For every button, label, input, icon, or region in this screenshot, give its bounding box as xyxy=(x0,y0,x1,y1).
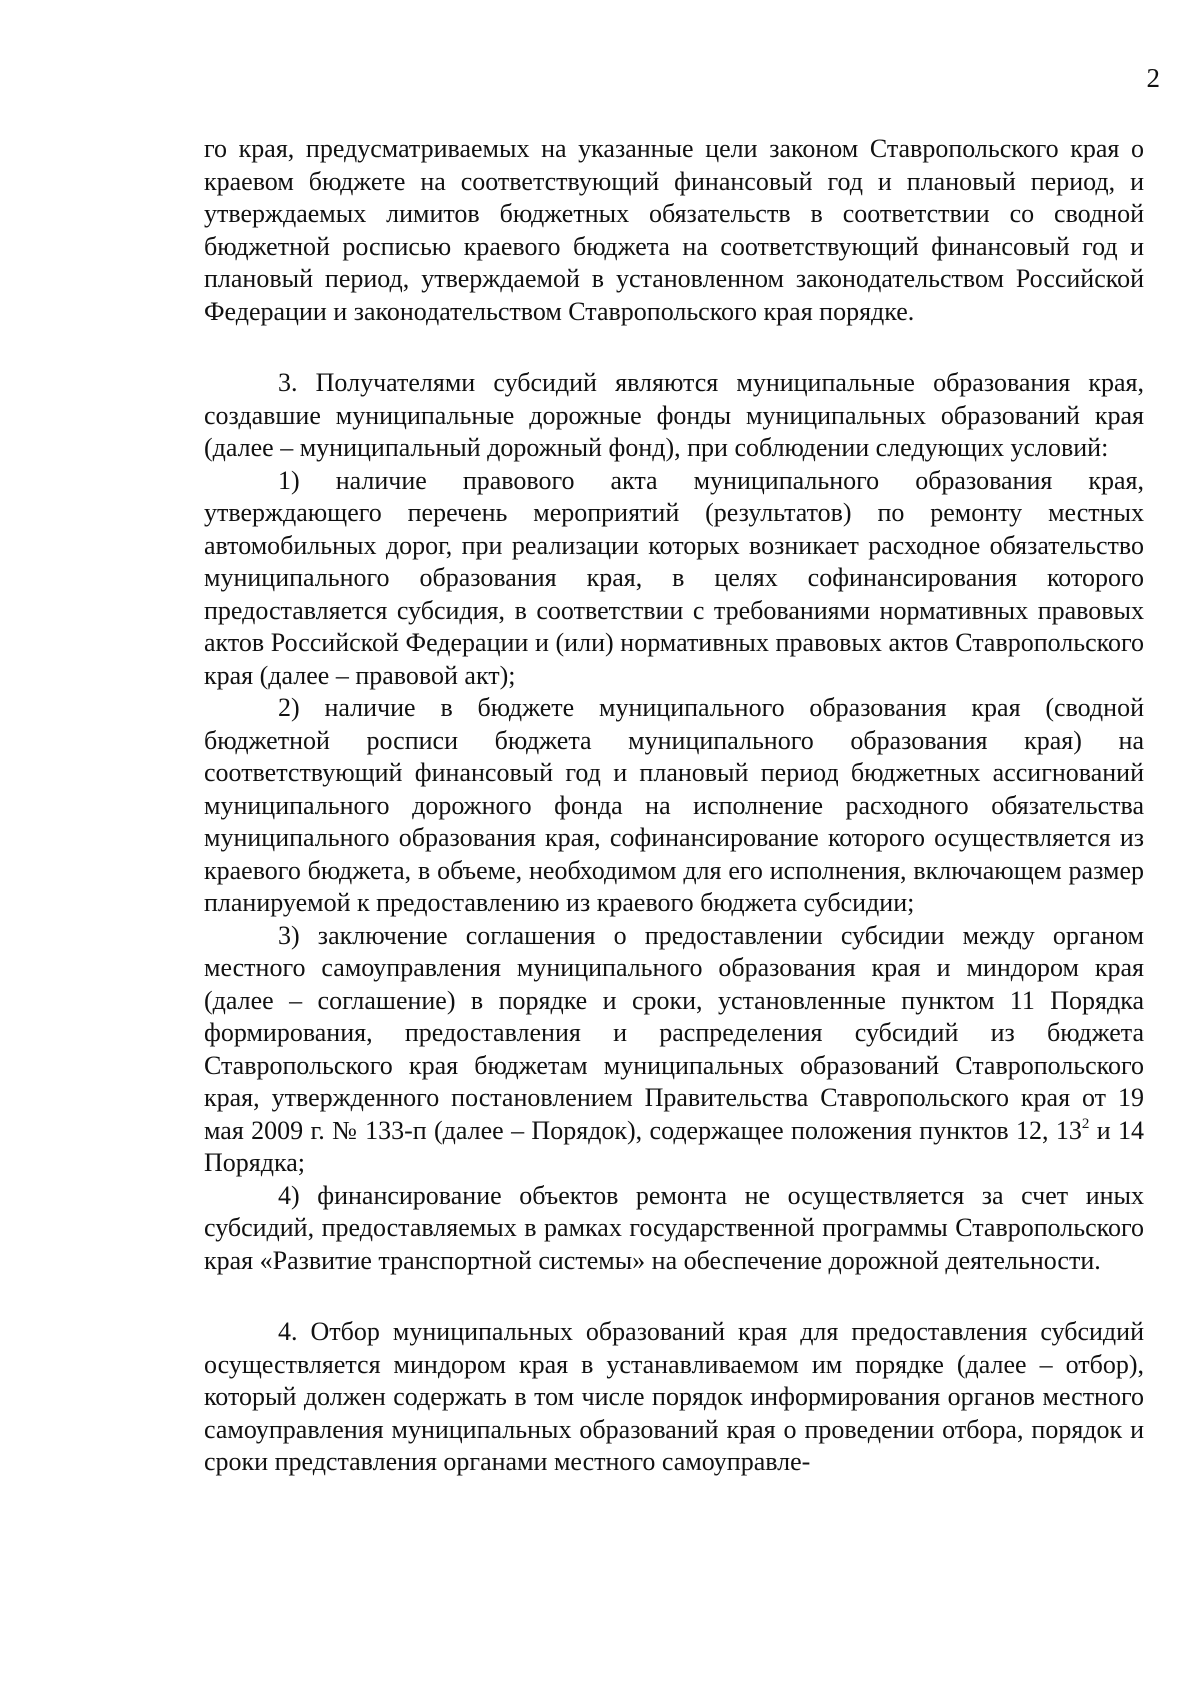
superscript-index: 2 xyxy=(1081,1115,1090,1132)
page-number: 2 xyxy=(1146,63,1160,93)
paragraph-4: 4. Отбор муниципальных образований края для предоставления субсидий осуществляется миндором края в устанавливаемом им порядке (далее – отбор), который должен содержать в том числе порядок информирования органов местного самоуправления муниципальных образований края о проведении отбора, порядок и сроки представления органами местного самоуправле- xyxy=(204,1317,1144,1476)
document-body xyxy=(204,133,1144,1479)
paragraph-3-item-3 xyxy=(204,920,1144,1180)
paragraph-3-item-1: 1) наличие правового акта муниципального образования края, утверждающего перечень мероприятий (результатов) по ремонту местных автомобильных дорог, при реализации которых возникает расходное обязательство муниципального образования края, в целях софинансирования которого предоставляется субсидия, в соответствии с требованиями нормативных правовых актов Российской Федерации и (или) нормативных правовых актов Ставропольского края (далее – правовой акт); xyxy=(204,465,1144,690)
paragraph-3-item-2: 2) наличие в бюджете муниципального образования края (сводной бюджетной росписи бюджета муниципального образования края) на соответствующий финансовый год и плановый период бюджетных ассигнований муниципального дорожного фонда на исполнение расходного обязательства муниципального образования края, софинансирование которого осуществляется из краевого бюджета, в объеме, необходимом для его исполнения, включающем размер планируемой к предоставлению из краевого бюджета субсидии; xyxy=(204,693,1144,917)
paragraph-3-item-4: 4) финансирование объектов ремонта не осуществляется за счет иных субсидий, предоставляемых в рамках государственной программы Ставропольского края «Развитие транспортной системы» на обеспечение дорожной деятельности. xyxy=(204,1180,1144,1275)
paragraph-3-item-3-tail: и 14 Порядка; xyxy=(204,1115,1144,1177)
paragraph-continuation: го края, предусматриваемых на указанные цели законом Ставропольского края о краевом бюджете на соответствующий финансовый год и плановый период, и утверждаемых лимитов бюджетных обязательств в соответствии со сводной бюджетной росписью краевого бюджета на соответствующий финансовый год и плановый период, утверждаемой в установленном законодательством Российской Федерации и законодательством Ставропольского края порядке. xyxy=(204,134,1144,326)
paragraph-3-item-3-text: 3) заключение соглашения о предоставлении субсидии между органом местного самоуправления муниципального образования края и миндором края (далее – соглашение) в порядке и сроки, установленные пунктом 11 Порядка формирования, предоставления и распределения субсидий из бюджета Ставропольского края бюджетам муниципальных образований Ставропольского края, утвержденного постановлением Правительства Ставропольского края от 19 мая 2009 г. № 133-п (далее – Порядок), содержащее положения пунктов 12, 13 xyxy=(204,920,1144,1145)
paragraph-3-intro: 3. Получателями субсидий являются муниципальные образования края, создавшие муниципальные дорожные фонды муниципальных образований края (далее – муниципальный дорожный фонд), при соблюдении следующих условий: xyxy=(204,368,1144,462)
